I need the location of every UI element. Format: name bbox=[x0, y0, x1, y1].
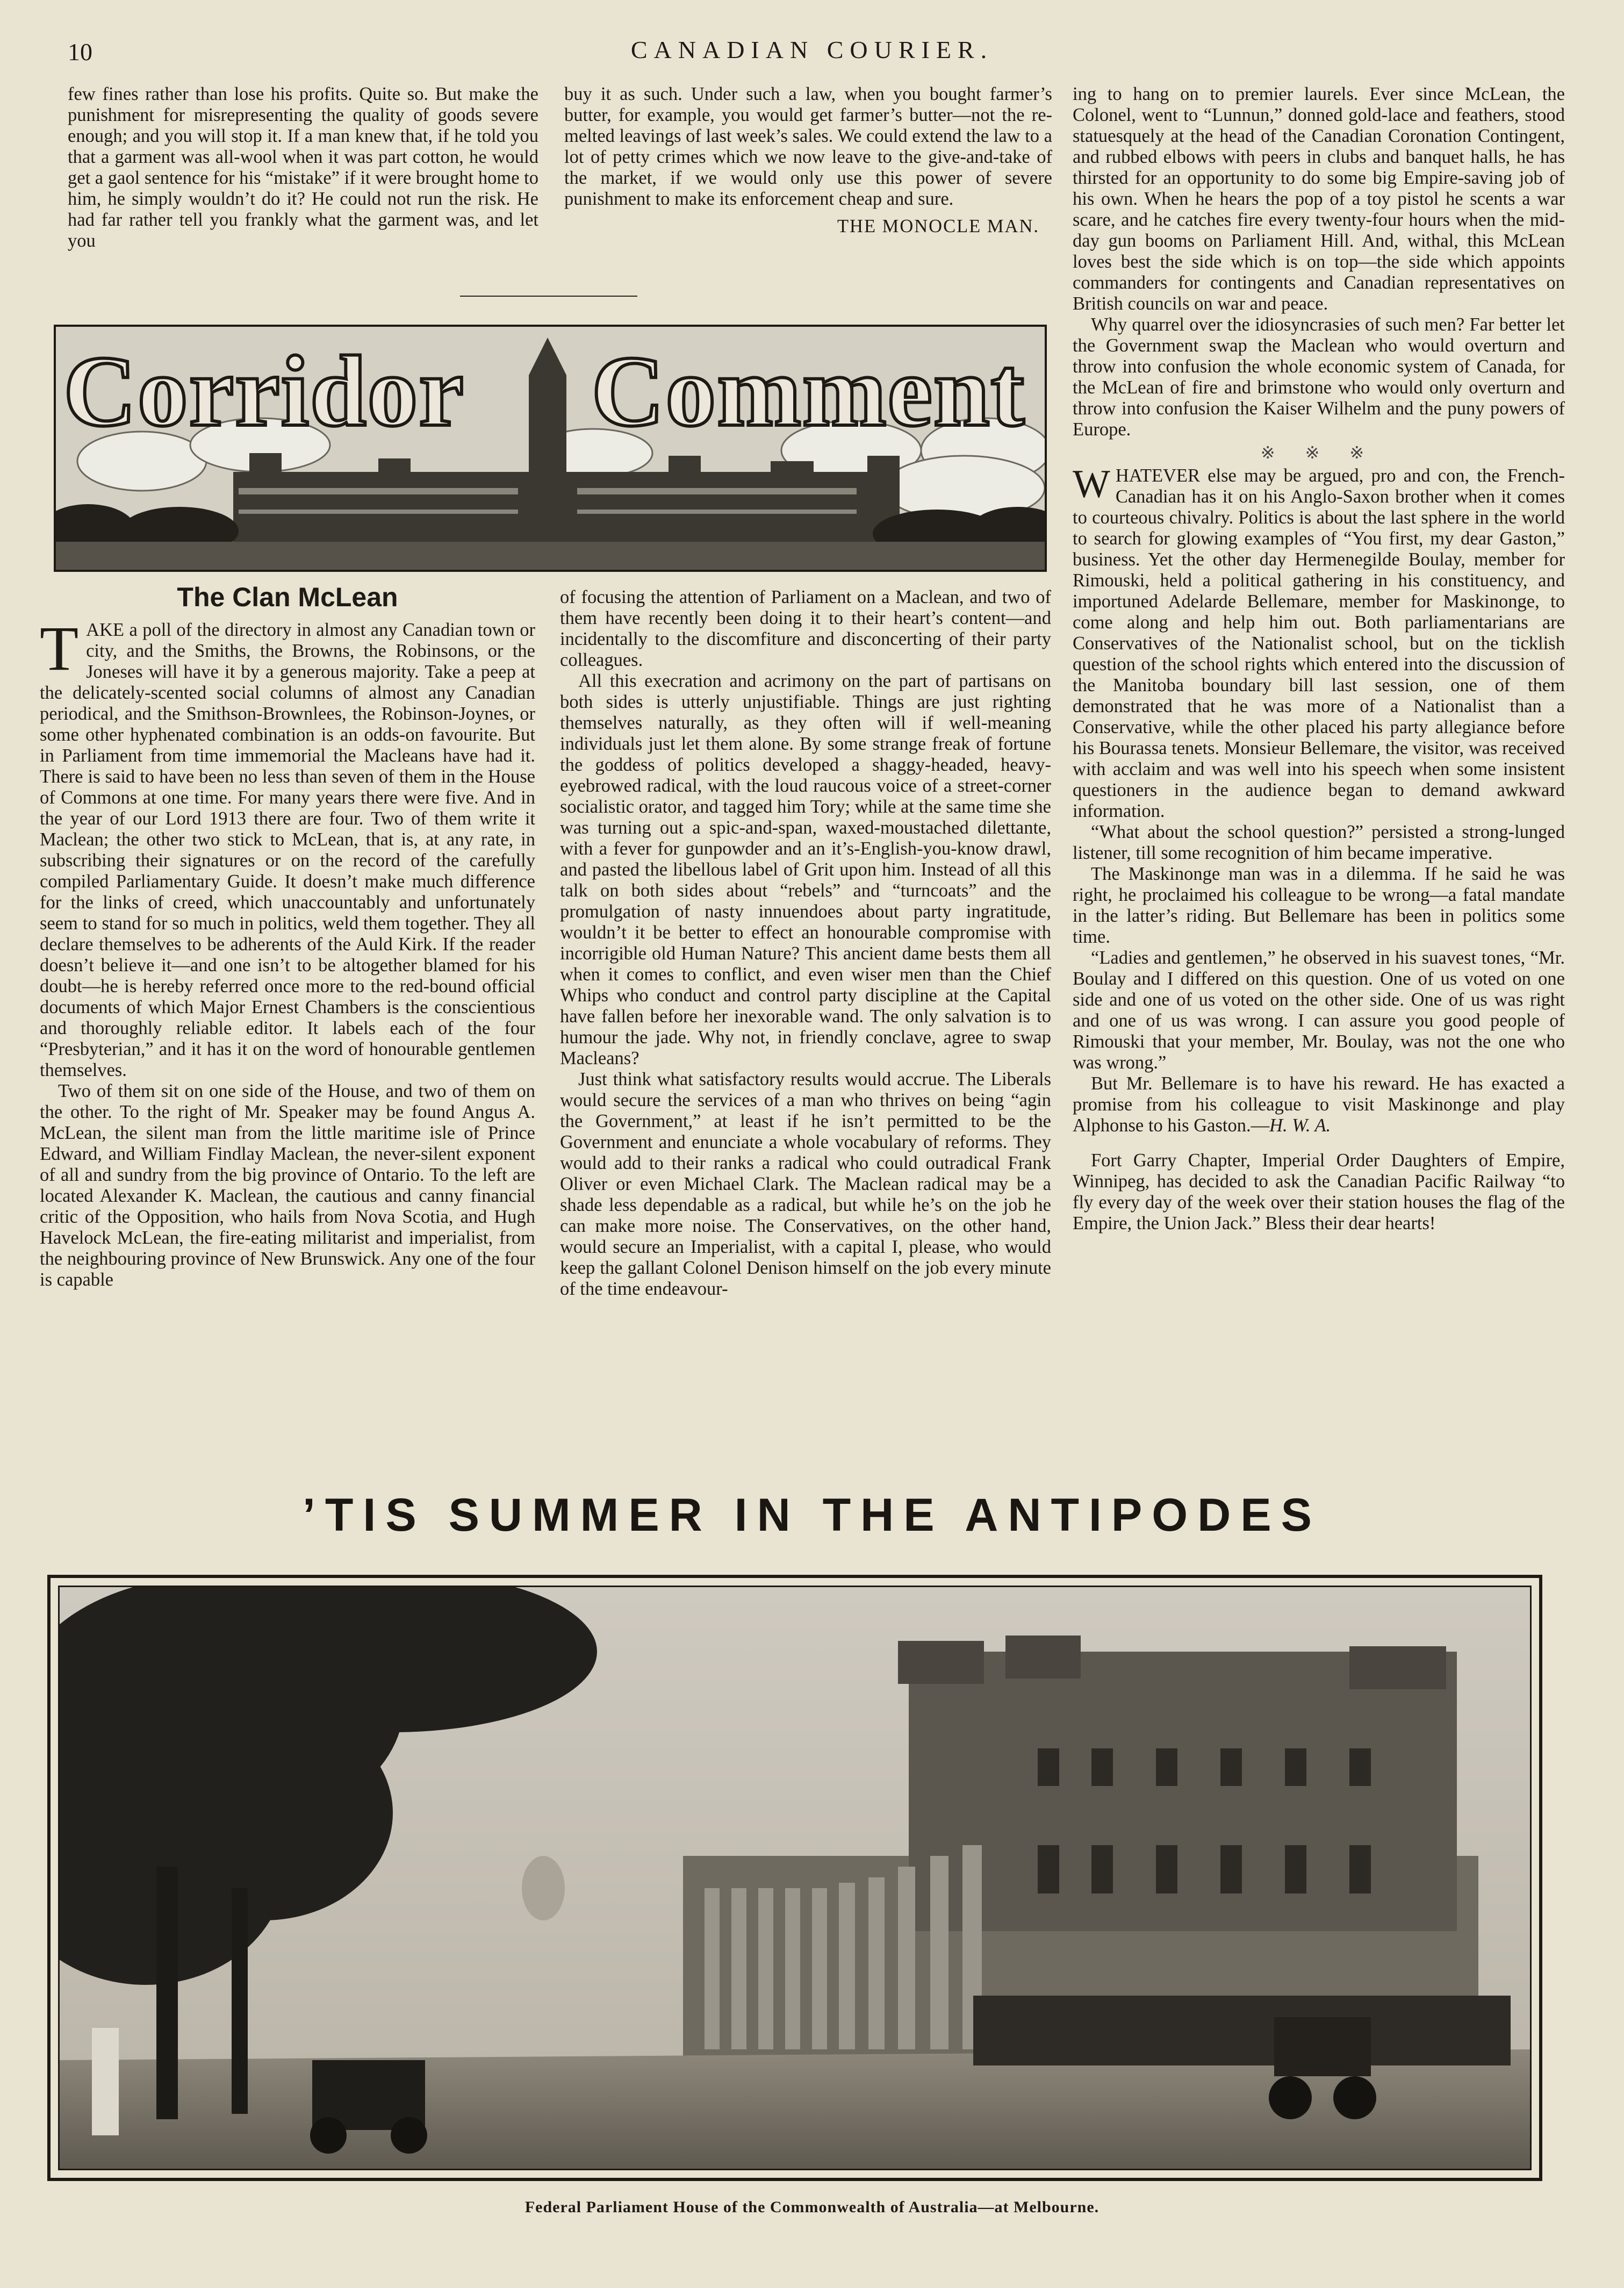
article-heading: The Clan McLean bbox=[177, 582, 398, 612]
page-number: 10 bbox=[68, 38, 92, 66]
article-column-3 bbox=[1073, 84, 1565, 1234]
corridor-comment-banner bbox=[54, 325, 1047, 572]
article-paragraph-6: ing to hang on to premier laurels. Ever since McLean, the Colonel, went to “Lunnun,” donned gold-lace and feathers, stood statuesquely at the head of the Canadian Coronation Contingent, and rubbed elbows with peers in clubs and banquet halls, he has thirsted for an opportunity to do some big Empire-saving job of his own. When he hears the pop of a toy pistol he scents a war scare, and he catches fire every twenty-four hours when the mid-day gun booms on Parliament Hill. And, withal, this McLean loves best the side which is on top—the side which appoints commanders for contingents and Canadian representatives on British councils on war and peace. bbox=[1073, 84, 1565, 314]
monocle-signature: THE MONOCLE MAN. bbox=[837, 216, 1039, 236]
photo bbox=[58, 1586, 1532, 2170]
article-paragraph-2: Two of them sit on one side of the House, and two of them on the other. To the right of Mr. Speaker may be found Angus A. McLean, the silent man from the little maritime isle of Prince Edward, and William Findlay Maclean, the never-silent exponent of all and sundry from the big province of Ontario. To the left are located Alexander K. Maclean, the cautious and canny financial critic of the Opposition, who hails from Nova Scotia, and Hugh Havelock McLean, the fire-eating militarist and imperialist, from the neighbouring province of New Brunswick. Any one of the four is capable bbox=[40, 1081, 535, 1290]
article-paragraph-4: All this execration and acrimony on the part of partisans on both sides is utterly unjustifiable. Things are just righting themselves naturally, as they often will if well-meaning individuals just let them alone. By some strange freak of fortune the goddess of politics developed a shaggy-headed, heavy-eyebrowed radical, with the loud raucous voice of a street-corner socialistic orator, and tagged him Tory; while at the same time she was turning out a spic-and-span, waxed-moustached dilettante, with a fever for gunpowder and an it’s-English-you-know drawl, and pasted the libellous label of Grit upon him. Instead of all this talk on both sides about “rebels” and “turncoats” and the promulgation of nasty innuendoes about party ingratitude, wouldn’t it be better to effect an honourable compromise with incorrigible old Human Nature? This ancient dame bests them all when it comes to conflict, and even wiser men than the Chief Whips who conduct and control party discipline at the Capital have fallen before her inexorable wand. The only salvation is to humour the jade. Why not, in friendly conclave, agree to swap Macleans? bbox=[560, 671, 1051, 1068]
article-paragraph-1: AKE a poll of the directory in almost any Canadian town or city, and the Smiths, the Browns, the Robinsons, or the Joneses will have it by a generous majority. Take a peep at the delicately-scented social columns of almost any Canadian periodical, and the Smithson-Brownlees, the Robinson-Joynes, or some other hyphenated combination is an odds-on favourite. But in Parliament from time immemorial the Macleans have had it. There is said to have been no less than seven of them in the House of Commons at one time. For many years there were five. And in the year of our Lord 1913 there are four. Two of them write it Maclean; the other two stick to McLean, that is, at any rate, in subscribing their signatures or on the record of the carefully compiled Parliamentary Guide. It doesn’t make much difference for the links of creed, which unaccountably and unfortunately seem to stand for so much in politics, weld them together. They all declare themselves to be adherents of the Auld Kirk. If the reader doesn’t believe it—and one isn’t to be altogether blamed for his doubt—he is hereby referred once more to the red-bound official documents of which Major Ernest Chambers is the conscientious and thoroughly reliable editor. It labels each of the four “Presbyterian,” and it has it on the word of honourable gentlemen themselves. bbox=[40, 620, 535, 1080]
section-ornament: ※ ※ ※ bbox=[1260, 443, 1377, 462]
article-paragraph-3: of focusing the attention of Parliament on a Maclean, and two of them have recently been doing it to their heart’s content—and incidentally to the discomfiture and disconcerting of their party colleagues. bbox=[560, 587, 1051, 670]
section-divider bbox=[460, 296, 637, 297]
article-column-1 bbox=[40, 582, 535, 1290]
article-paragraph-7: Why quarrel over the idiosyncrasies of such men? Far better let the Government swap the Maclean who would overturn and throw into confusion the whole economic system of Canada, for the McLean of fire and brimstone who would only overturn and throw into confusion the Kaiser Wilhelm and the puny powers of Europe. bbox=[1073, 314, 1565, 440]
item3-paragraph: Fort Garry Chapter, Imperial Order Daughters of Empire, Winnipeg, has decided to ask the Canadian Pacific Railway “to fly every day of the week over their station houses the flag of the Empire, the Union Jack.” Bless their dear hearts! bbox=[1073, 1150, 1565, 1233]
monocle-column-2 bbox=[564, 84, 1052, 237]
publication-masthead: CANADIAN COURIER. bbox=[630, 36, 994, 63]
monocle-text-2: buy it as such. Under such a law, when you bought farmer’s butter, for example, you would get farmer’s butter—not the re-melted leavings of last week’s sales. We could extend the law to a lot of petty crimes which we now leave to the give-and-take of the market, if we would only use this power of severe punishment to make its enforcement cheap and sure. bbox=[564, 84, 1052, 209]
photo-headline: ’TIS SUMMER IN THE ANTIPODES bbox=[303, 1489, 1321, 1541]
article-paragraph-5: Just think what satisfactory results would accrue. The Liberals would secure the services of a man who thrives on being “agin the Government,” at least if he isn’t permitted to be the Government and enunciate a whole vocabulary of reforms. They would add to their ranks a radical who could outradical Frank Oliver or even Michael Clark. The Maclean radical may be a shade less dependable as a radical, but while he’s on the job he can make more noise. The Conservatives, on the other hand, would secure an Imperialist, with a capital I, please, who would keep the gallant Colonel Denison himself on the job every minute of the time endeavour- bbox=[560, 1069, 1051, 1299]
parliament-house-photo bbox=[60, 1587, 1532, 2170]
photo-caption: Federal Parliament House of the Commonwealth of Australia—at Melbourne. bbox=[524, 2198, 1100, 2216]
item2-paragraph-2: “What about the school question?” persisted a strong-lunged listener, till some recognition of him became imperative. bbox=[1073, 822, 1565, 863]
item2-drop-cap: W bbox=[1073, 462, 1110, 506]
monocle-text-1: few fines rather than lose his profits. Quite so. But make the punishment for misrepresenting the quality of goods severe enough; and you will stop it. If a man knew that, if he told you that a garment was all-wool when it was part cotton, he would get a gaol sentence for his “mistake” if it were brought home to him, he simply wouldn’t do it? He could not run the risk. He had far rather tell you frankly what the garment was, and let you bbox=[68, 84, 538, 251]
item2-paragraph-5-text: But Mr. Bellemare is to have his reward. He has exacted a promise from his colleague to visit Maskinonge and play Alphonse to his Gaston.— bbox=[1073, 1073, 1565, 1136]
article-drop-cap: T bbox=[40, 613, 79, 684]
item2-paragraph-3: The Maskinonge man was in a dilemma. If he said he was right, he proclaimed his colleague to be wrong—a fatal mandate in the latter’s riding. But Bellemare has been in politics some time. bbox=[1073, 864, 1565, 947]
item2-paragraph-1: HATEVER else may be argued, pro and con, the French-Canadian has it on his Anglo-Saxon brother when it comes to courteous chivalry. Politics is about the last sphere in the world to search for glowing examples of “You first, my dear Gaston,” business. Yet the other day Hermenegilde Boulay, member for Rimouski, held a political gathering in his constituency, and importuned Adelarde Bellemare, member for Maskinonge, to come along and help him out. Both parliamentarians are Conservatives of the Nationalist school, but on the ticklish question of the school rights which entered into the discussion of the Manitoba boundary bill last session, one of them demonstrated that he was more of a Nationalist than a Conservative, while the other placed his party allegiance before his Bourassa tenets. Monsieur Bellemare, the visitor, was received with acclaim and was well into his speech when some insistent questioners in the audience began to demand awkward information. bbox=[1073, 465, 1565, 821]
item2-paragraph-5 bbox=[1073, 1073, 1565, 1136]
banner-title: Corridor Comment bbox=[63, 335, 1026, 447]
photo-frame bbox=[47, 1575, 1542, 2181]
item2-signature: H. W. A. bbox=[1269, 1115, 1331, 1136]
item2-paragraph-4: “Ladies and gentlemen,” he observed in his suavest tones, “Mr. Boulay and I differed on this question. One of us voted on one side and one of us voted on the other side. One of us was right and one of us was wrong. I can assure you good people of Rimouski that your member, Mr. Boulay, was not the one who was wrong.” bbox=[1073, 948, 1565, 1073]
monocle-column-1 bbox=[68, 84, 538, 252]
article-column-2 bbox=[560, 587, 1051, 1300]
